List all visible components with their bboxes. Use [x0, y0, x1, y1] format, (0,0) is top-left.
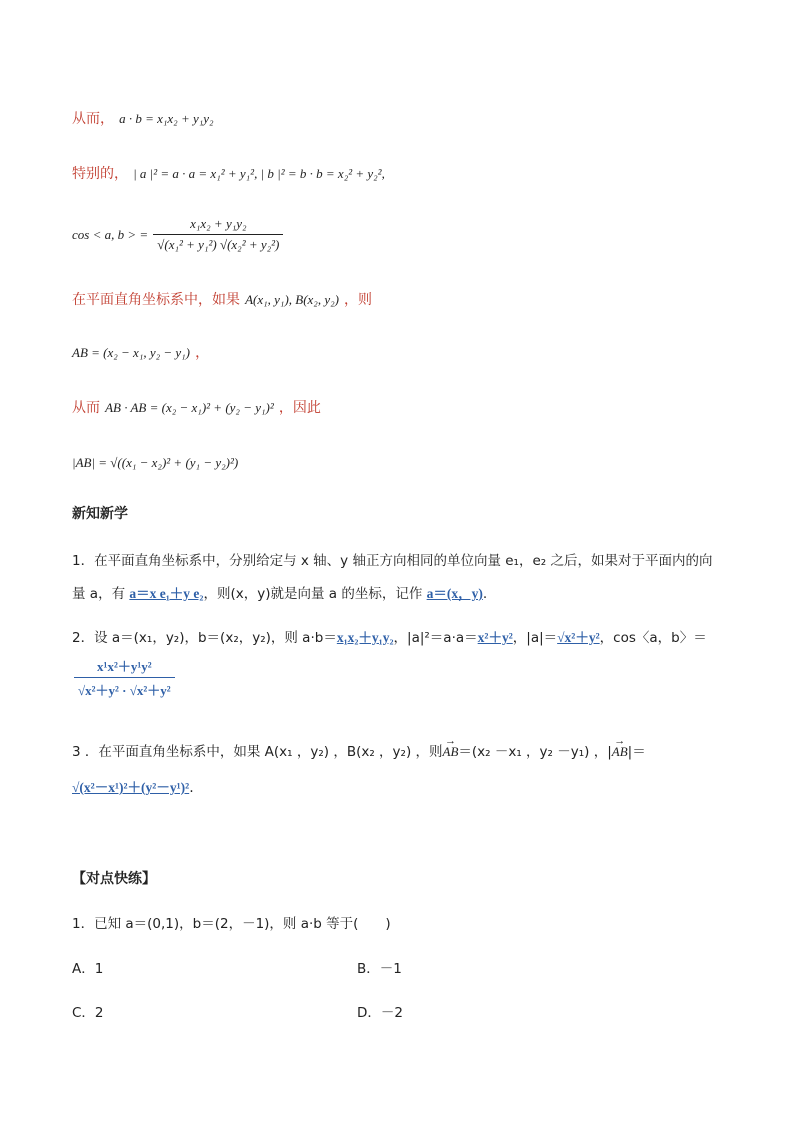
line6-label: 从而: [72, 400, 100, 416]
line4-formula: A(x₁, y₁), B(x₂, y₂): [245, 292, 339, 307]
item2-fraction: [74, 656, 175, 699]
item3-vector-ab: → AB: [442, 735, 459, 759]
item1-line2: [72, 582, 487, 602]
item2-line1: [72, 626, 707, 646]
option-d[interactable]: D．－2: [357, 1005, 403, 1021]
cos-formula: [72, 216, 283, 253]
item3-line1: [72, 735, 646, 760]
item1-fill-2: a＝(x，y): [426, 586, 483, 601]
item2-fill-1: x₁x₂＋y₁y₂: [336, 630, 394, 645]
text-line-7: [72, 452, 238, 471]
question-1: 1．已知 a＝(0,1)，b＝(2，－1)，则 a·b 等于( ): [72, 916, 391, 932]
line4-tail: ，则: [344, 292, 373, 308]
text-line-1: [72, 108, 214, 128]
item2-fill-3: √x²＋y²: [557, 630, 600, 645]
option-c[interactable]: C．2: [72, 1005, 104, 1021]
line2-label: 特别的，: [72, 166, 128, 182]
line7-formula: |AB| = √((x₁ − x₂)² + (y₁ − y₂)²): [72, 455, 239, 470]
item3-text-b: ＝(x₂ －x₁ ，y₂ －y₁) ，|: [458, 744, 612, 760]
line1-label: 从而，: [72, 111, 114, 127]
item3-period: .: [189, 780, 194, 796]
option-a[interactable]: A．1: [72, 961, 104, 977]
text-line-4: [72, 289, 372, 309]
text-line-5: [72, 342, 209, 362]
item2-text-a: 2．设 a＝(x₁，y₂)，b＝(x₂，y₂)，则 a·b＝: [72, 630, 337, 646]
line1-formula: a · b = x₁x₂ + y₁y₂: [119, 111, 214, 126]
text-line-6: [72, 397, 321, 417]
item2-frac-num: x¹x²＋y¹y²: [74, 656, 175, 678]
vector-arrow-icon: →: [444, 735, 456, 747]
item3-line2: [72, 776, 194, 796]
line6-tail: ，因此: [278, 400, 321, 416]
item3-fill: √(x²－x¹)²＋(y²－y¹)²: [72, 780, 190, 795]
text-line-2: [72, 163, 385, 183]
item1-fill-1: a＝x e₁＋y e₂: [129, 586, 204, 601]
item3-text-c: |＝: [627, 744, 646, 760]
vector-arrow-icon-2: →: [614, 735, 626, 747]
line4-label: 在平面直角坐标系中，如果: [72, 292, 240, 308]
item2-text-d: ，cos〈a，b〉＝: [599, 630, 707, 646]
cos-lhs: cos < a, b > =: [72, 227, 149, 242]
line5-tail: ，: [195, 345, 210, 361]
cos-denominator: √(x₁² + y₁²) √(x₂² + y₂²): [157, 237, 280, 252]
section-title: 新知新学: [72, 506, 128, 522]
option-b[interactable]: B．－1: [357, 961, 402, 977]
item3-text-a: 3 ．在平面直角坐标系中，如果 A(x₁ ，y₂) ，B(x₂ ，y₂) ，则: [72, 744, 443, 760]
item1-text-c: .: [482, 586, 488, 602]
cos-numerator: x₁x₂ + y₁y₂: [153, 216, 283, 235]
line5-formula: AB = (x₂ − x₁, y₂ − y₁): [72, 345, 191, 360]
line2-formula: | a |² = a · a = x₁² + y₁², | b |² = b · b = x₂² + y₂²,: [133, 166, 385, 181]
line6-formula: AB · AB = (x₂ − x₁)² + (y₂ − y₁)²: [105, 400, 274, 415]
item2-text-b: ，|a|²＝a·a＝: [393, 630, 478, 646]
cos-fraction: [153, 216, 283, 253]
item1-text-a: 量 a，有: [72, 586, 130, 602]
item1-text-b: ，则(x，y)就是向量 a 的坐标，记作: [203, 586, 427, 602]
item1-line1: 1．在平面直角坐标系中，分别给定与 x 轴、y 轴正方向相同的单位向量 e₁，e₂ 之后，如果对于平面内的向: [72, 553, 713, 569]
item2-fill-2: x²＋y²: [477, 630, 513, 645]
item3-vector-ab-2: → AB: [611, 735, 628, 759]
item2-text-c: ，|a|＝: [512, 630, 558, 646]
exercise-title: 【对点快练】: [72, 871, 156, 887]
item2-frac-den: √x²＋y² · √x²＋y²: [78, 683, 171, 698]
